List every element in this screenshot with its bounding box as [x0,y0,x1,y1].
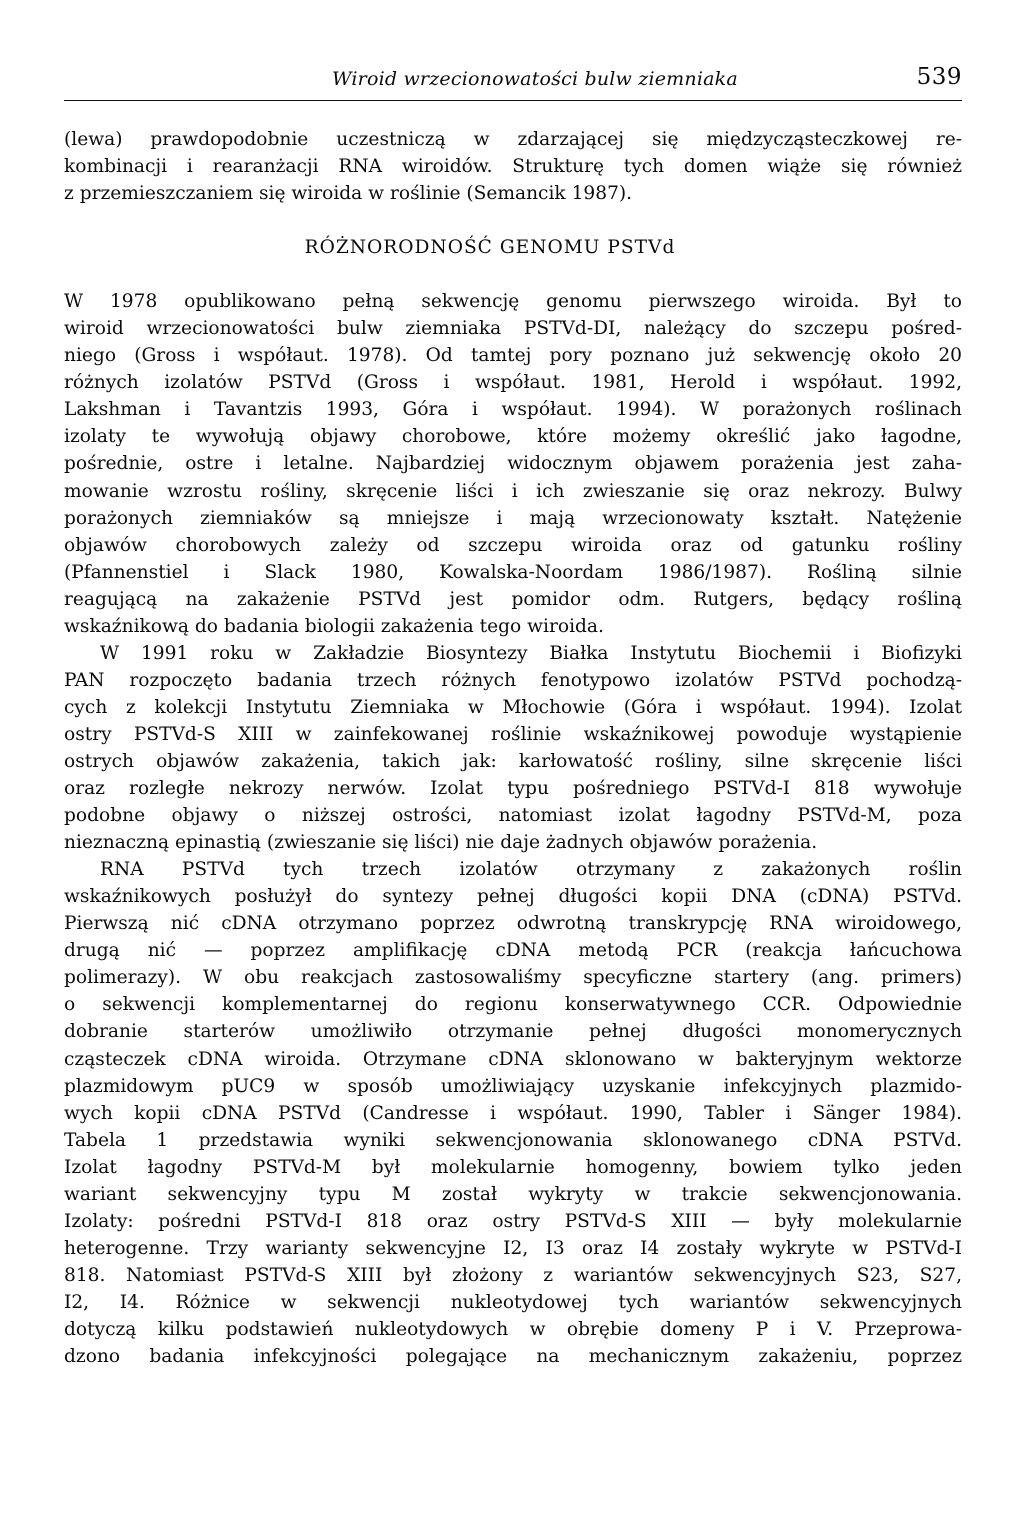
text-line: dzono badania infekcyjności polegające na mechanicznym zakażeniu, poprzez [64,1346,962,1368]
header-rule [64,100,962,101]
text-line: o sekwencji komplementarnej do regionu konserwatywnego CCR. Odpowiednie [64,994,962,1016]
page-number: 539 [916,64,962,90]
text-line: Pierwszą nić cDNA otrzymano poprzez odwrotną transkrypcję RNA wiroidowego, [64,913,962,935]
running-header [64,64,962,100]
text-line: PAN rozpoczęto badania trzech różnych fenotypowo izolatów PSTVd pochodzą- [64,669,962,691]
text-line: nieznaczną epinastią (zwieszanie się liści) nie daje żadnych objawów porażenia. [64,832,818,854]
text-line: objawów chorobowych zależy od szczepu wiroida oraz od gatunku rośliny [64,534,962,556]
text-line: ostrych objawów zakażenia, takich jak: karłowatość rośliny, silne skręcenie liści [64,750,962,772]
text-line: wariant sekwencyjny typu M został wykryty w trakcie sekwencjonowania. [64,1183,962,1205]
text-line: Izolat łagodny PSTVd-M był molekularnie homogenny, bowiem tylko jeden [64,1156,962,1178]
text-line: heterogenne. Trzy warianty sekwencyjne I2, I3 oraz I4 zostały wykryte w PSTVd-I [64,1237,962,1259]
spacer [64,275,962,289]
text-line: z przemieszczaniem się wiroida w roślinie (Semancik 1987). [64,183,633,205]
text-line: cych z kolekcji Instytutu Ziemniaka w Młochowie (Góra i współaut. 1994). Izolat [64,696,962,718]
text-line: różnych izolatów PSTVd (Gross i współaut. 1981, Herold i współaut. 1992, [64,372,962,394]
text-line: Izolaty: pośredni PSTVd-I 818 oraz ostry PSTVd-S XIII — były molekularnie [64,1210,962,1232]
text-line: polimerazy). W obu reakcjach zastosowaliśmy specyficzne startery (ang. primers) [64,967,962,989]
text-line: porażonych ziemniaków są mniejsze i mają wrzecionowaty kształt. Natężenie [64,507,962,529]
text-line: Lakshman i Tavantzis 1993, Góra i współaut. 1994). W porażonych roślinach [64,399,962,421]
text-line: oraz rozległe nekrozy nerwów. Izolat typu pośredniego PSTVd-I 818 wywołuje [64,778,962,800]
body-text [64,126,962,1370]
text-line: dotyczą kilku podstawień nukleotydowych w obrębie domeny P i V. Przeprowa- [64,1318,962,1340]
text-line: plazmidowym pUC9 w sposób umożliwiający uzyskanie infekcyjnych plazmido- [64,1075,962,1097]
text-line: cząsteczek cDNA wiroida. Otrzymane cDNA sklonowano w bakteryjnym wektorze [64,1048,962,1070]
text-line: reagującą na zakażenie PSTVd jest pomidor odm. Rutgers, będący rośliną [64,588,962,610]
spacer [64,207,962,221]
section-heading: RÓŻNORODNOŚĆ GENOMU PSTVd [304,237,676,259]
text-line: mowanie wzrostu rośliny, skręcenie liści i ich zwieszanie się oraz nekrozy. Bulwy [64,480,962,502]
spacer [64,261,962,275]
text-line: dobranie starterów umożliwiło otrzymanie pełnej długości monomerycznych [64,1021,962,1043]
text-line: 818. Natomiast PSTVd-S XIII był złożony z wariantów sekwencyjnych S23, S27, [64,1264,962,1286]
text-line: wych kopii cDNA PSTVd (Candresse i współaut. 1990, Tabler i Sänger 1984). [64,1102,962,1124]
text-line: pośrednie, ostre i letalne. Najbardziej widocznym objawem porażenia jest zaha- [64,453,962,475]
text-line: I2, I4. Różnice w sekwencji nukleotydowej tych wariantów sekwencyjnych [64,1291,962,1313]
text-line: niego (Gross i współaut. 1978). Od tamtej pory poznano już sekwencję około 20 [64,345,962,367]
text-line: podobne objawy o niższej ostrości, natomiast izolat łagodny PSTVd-M, poza [64,805,962,827]
text-line: RNA PSTVd tych trzech izolatów otrzymany z zakażonych roślin [100,859,962,881]
text-line: ostry PSTVd-S XIII w zainfekowanej roślinie wskaźnikowej powoduje wystąpienie [64,723,962,745]
text-line: (lewa) prawdopodobnie uczestniczą w zdarzającej się międzycząsteczkowej re- [64,129,962,150]
text-line: W 1991 roku w Zakładzie Biosyntezy Białka Instytutu Biochemii i Biofizyki [100,642,962,664]
text-line: (Pfannenstiel i Slack 1980, Kowalska-Noordam 1986/1987). Rośliną silnie [64,561,962,583]
text-line: wskaźnikowych posłużył do syntezy pełnej długości kopii DNA (cDNA) PSTVd. [64,886,962,908]
text-line: izolaty te wywołują objawy chorobowe, które możemy określić jako łagodne, [64,426,962,448]
text-line: wskaźnikową do badania biologii zakażenia tego wiroida. [64,615,604,637]
text-line: Tabela 1 przedstawia wyniki sekwencjonowania sklonowanego cDNA PSTVd. [64,1129,962,1151]
text-line: kombinacji i rearanżacji RNA wiroidów. Strukturę tych domen wiąże się również [64,156,962,178]
text-line: drugą nić — poprzez amplifikację cDNA metodą PCR (reakcja łańcuchowa [64,940,962,962]
spacer [64,221,962,235]
text-line: wiroid wrzecionowatości bulw ziemniaka PSTVd-DI, należący do szczepu pośred- [64,318,962,340]
text-line: W 1978 opublikowano pełną sekwencję genomu pierwszego wiroida. Był to [64,291,962,313]
running-title: Wiroid wrzecionowatości bulw ziemniaka [332,68,738,90]
